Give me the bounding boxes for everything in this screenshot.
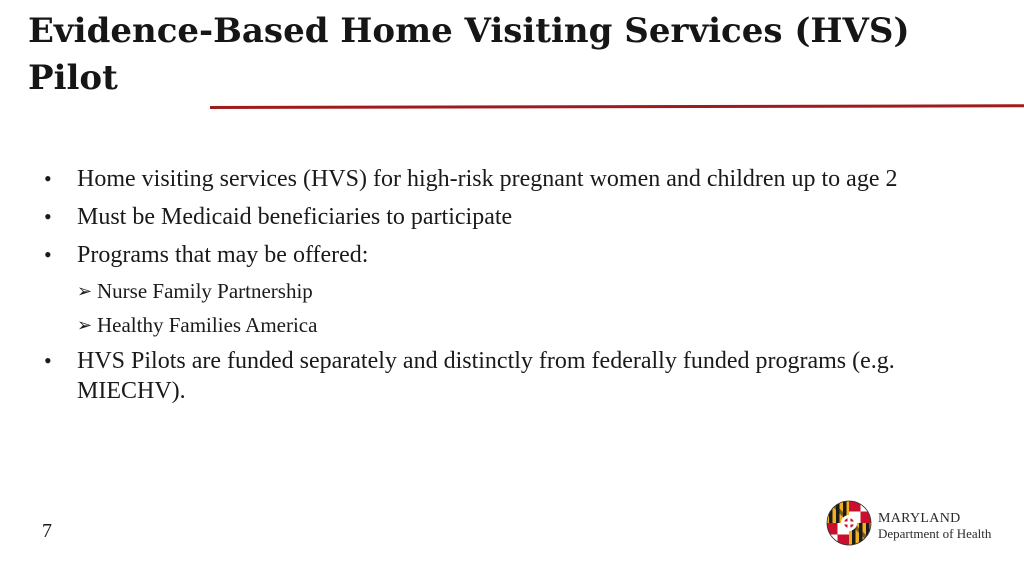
logo-line-department: Department of Health (878, 526, 992, 541)
logo-line-maryland: MARYLAND (878, 511, 961, 526)
bullet-list (44, 164, 924, 414)
bullet-item (44, 346, 924, 406)
sub-bullet-item (44, 278, 924, 304)
arrow-bullet-icon: ➢ (77, 281, 93, 301)
bullet-text: Programs that may be offered: (77, 242, 369, 268)
bullet-item (44, 202, 924, 232)
page-number: 7 (42, 520, 52, 542)
sub-bullet-text: Healthy Families America (97, 313, 318, 337)
bullet-item (44, 240, 924, 270)
sub-bullet-item (44, 312, 924, 338)
slide-title: Evidence-Based Home Visiting Services (HVS) Pilot (28, 11, 910, 98)
bullet-text: Must be Medicaid beneficiaries to participate (77, 204, 513, 230)
bullet-marker: • (44, 166, 52, 191)
bullet-text: HVS Pilots are funded separately and distinctly from federally funded programs (e.g. MIECHV). (77, 348, 895, 404)
logo-wordmark (878, 511, 991, 541)
arrow-bullet-icon: ➢ (77, 315, 93, 335)
bullet-marker: • (44, 242, 52, 267)
bullet-marker: • (44, 204, 52, 229)
bullet-marker: • (44, 348, 52, 373)
maryland-department-of-health-logo (826, 500, 1016, 552)
title-divider (210, 104, 1024, 109)
bullet-item (44, 164, 924, 194)
sub-bullet-text: Nurse Family Partnership (97, 279, 313, 303)
maryland-flag-seal-icon (826, 500, 872, 546)
bullet-text: Home visiting services (HVS) for high-risk pregnant women and children up to age 2 (77, 166, 898, 192)
